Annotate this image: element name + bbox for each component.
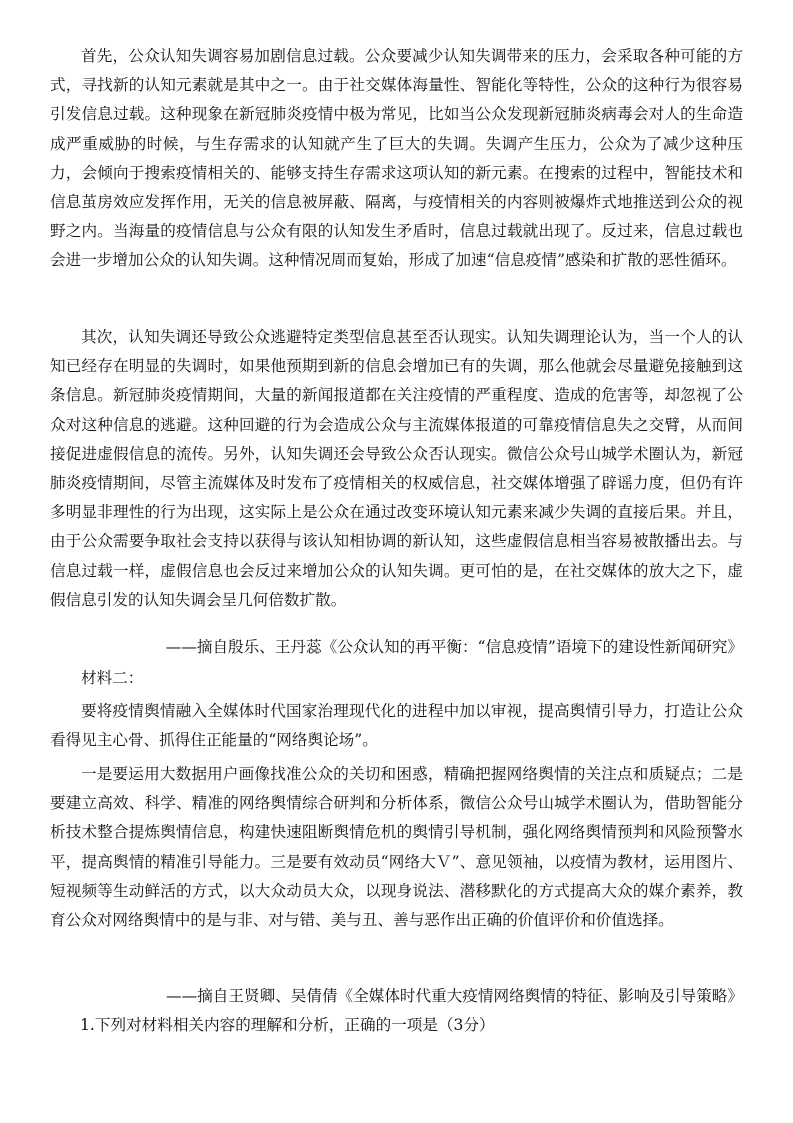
paragraph-public-opinion-guidance: 要将疫情舆情融入全媒体时代国家治理现代化的进程中加以审视，提高舆情引导力，打造让公众看得见主心骨、抓得住正能量的“网络舆论场”。 — [50, 702, 743, 750]
citation-material-one: ——摘自殷乐、王丹蕊《公众认知的再平衡：“信息疫情”语境下的建设性新闻研究》 — [165, 638, 743, 656]
material-two-label: 材料二： — [81, 669, 144, 687]
question-one: 1.下列对材料相关内容的理解和分析，正确的一项是（3分） — [80, 1016, 495, 1034]
paragraph-information-overload: 首先，公众认知失调容易加剧信息过载。公众要减少认知失调带来的压力，会采取各种可能的方式，寻找新的认知元素就是其中之一。由于社交媒体海量性、智能化等特性，公众的这种行为很容易引发信息过载。这种现象在新冠肺炎疫情中极为常见，比如当公众发现新冠肺炎病毒会对人的生命造成严重威胁的时候，与生存需求的认知就产生了巨大的失调。失调产生压力，公众为了减少这种压力，会倾向于搜索疫情相关的、能够支持生存需求这项认知的新元素。在搜索的过程中，智能技术和信息茧房效应发挥作用，无关的信息被屏蔽、隔离，与疫情相关的内容则被爆炸式地推送到公众的视野之内。当海量的疫情信息与公众有限的认知发生矛盾时，信息过载就出现了。反过来，信息过载也会进一步增加公众的认知失调。这种情况周而复始，形成了加速“信息疫情”感染和扩散的恶性循环。 — [50, 47, 743, 270]
citation-material-two: ——摘自王贤卿、吴倩倩《全媒体时代重大疫情网络舆情的特征、影响及引导策略》 — [166, 987, 743, 1005]
paragraph-guidance-measures: 一是要运用大数据用户画像找准公众的关切和困惑，精确把握网络舆情的关注点和质疑点；二是要建立高效、科学、精准的网络舆情综合研判和分析体系，微信公众号山城学术圈认为，借助智能分析技术整合提炼舆情信息，构建快速阻断舆情危机的舆情引导机制，强化网络舆情预判和风险预警水平，提高舆情的精准引导能力。三是要有效动员“网络大Ｖ”、意见领袖，以疫情为教材，运用图片、短视频等生动鲜活的方式，以大众动员大众，以现身说法、潜移默化的方式提高大众的媒介素养，教育公众对网络舆情中的是与非、对与错、美与丑、善与恶作出正确的价值评价和价值选择。 — [50, 765, 743, 930]
paragraph-information-avoidance: 其次，认知失调还导致公众逃避特定类型信息甚至否认现实。认知失调理论认为，当一个人的认知已经存在明显的失调时，如果他预期到新的信息会增加已有的失调，那么他就会尽量避免接触到这条信息。新冠肺炎疫情期间，大量的新闻报道都在关注疫情的严重程度、造成的危害等，却忽视了公众对这种信息的逃避。这种回避的行为会造成公众与主流媒体报道的可靠疫情信息失之交臂，从而间接促进虚假信息的流传。另外，认知失调还会导致公众否认现实。微信公众号山城学术圈认为，新冠肺炎疫情期间，尽管主流媒体及时发布了疫情相关的权威信息，社交媒体增强了辟谣力度，但仍有许多明显非理性的行为出现，这实际上是公众在通过改变环境认知元素来减少失调的直接后果。并且，由于公众需要争取社会支持以获得与该认知相协调的新认知，这些虚假信息相当容易被散播出去。与信息过载一样，虚假信息也会反过来增加公众的认知失调。更可怕的是，在社交媒体的放大之下，虚假信息引发的认知失调会呈几何倍数扩散。 — [50, 328, 743, 609]
